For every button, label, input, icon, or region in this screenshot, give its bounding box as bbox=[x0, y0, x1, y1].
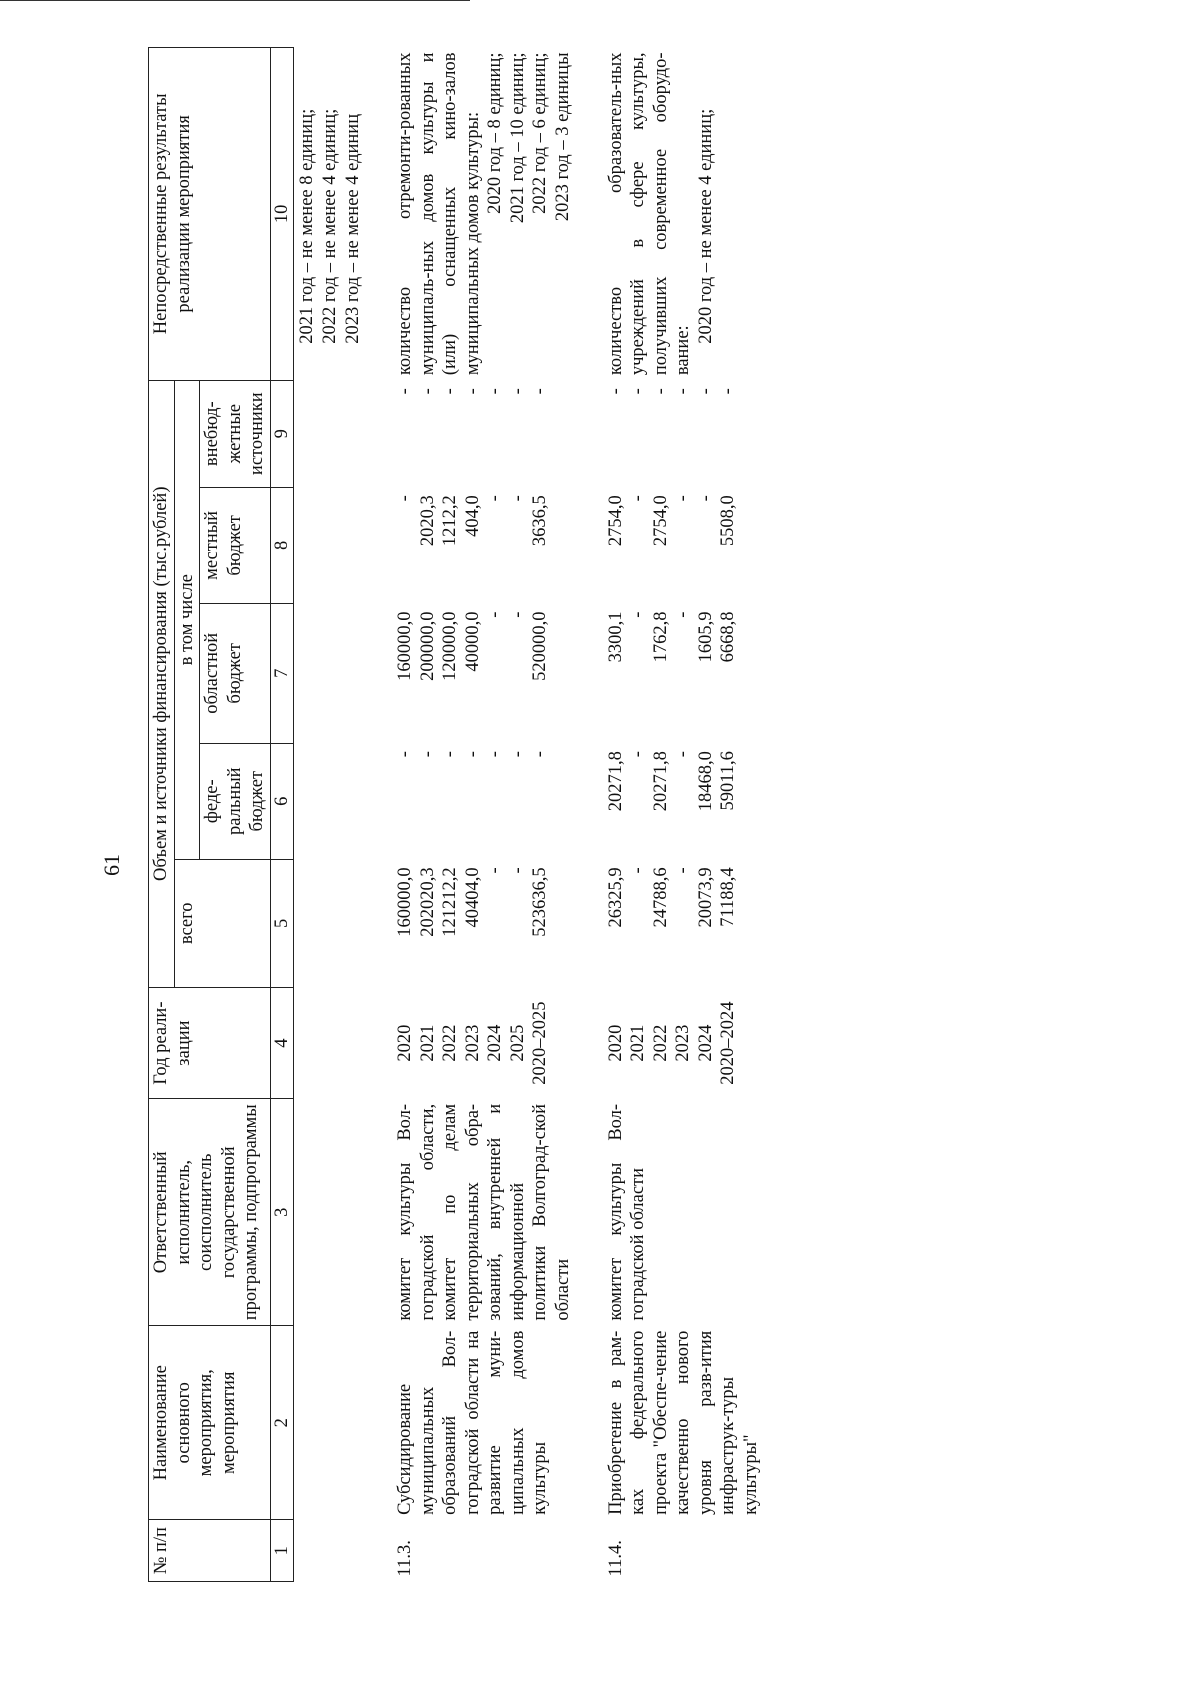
result-line: количество образователь-ных учреждений в сфере культуры, получивших современное оборудо-вание: bbox=[605, 52, 694, 376]
years-cell: 2020 2021 2022 2023 2024 2025 2020–2025 bbox=[395, 1001, 551, 1085]
header-col-regional: областной бюджет bbox=[200, 604, 271, 744]
result-line: 2022 год – 6 единиц; bbox=[530, 52, 551, 214]
header-col-name: Наименование основного мероприятия, мероприятия bbox=[149, 1326, 271, 1520]
column-number: 6 bbox=[270, 743, 294, 859]
header-col-number: № п/п bbox=[149, 1520, 271, 1582]
row-number: 11.3. bbox=[395, 1540, 416, 1577]
column-number: 10 bbox=[270, 48, 294, 381]
column-number: 4 bbox=[270, 987, 294, 1099]
header-funding-group: Объем и источники финансирования (тыс.рублей) bbox=[149, 380, 175, 987]
column-number: 9 bbox=[270, 380, 294, 487]
result-line: 2021 год – 10 единиц; bbox=[507, 52, 528, 224]
local-cell: - 2020,3 1212,2 404,0 - - 3636,5 bbox=[395, 495, 551, 547]
header-col-executor: Ответственный исполнитель, соисполнитель государственной программы, подпрограммы bbox=[149, 1099, 271, 1326]
header-col-total: всего bbox=[174, 859, 270, 987]
federal-cell: 20271,8 - 20271,8 - 18468,0 59011,6 bbox=[605, 751, 739, 812]
table-row-continuation bbox=[294, 48, 366, 1582]
column-number: 3 bbox=[270, 1099, 294, 1326]
years-cell: 2020 2021 2022 2023 2024 2020–2024 bbox=[605, 1001, 739, 1085]
scan-border-line bbox=[0, 0, 470, 1]
local-cell: 2754,0 - 2754,0 - - 5508,0 bbox=[605, 495, 739, 547]
results-continuation bbox=[294, 48, 366, 381]
result-line: 2022 год – не менее 4 единиц; bbox=[319, 108, 340, 344]
measure-name: Приобретение в рам-ках федерального проекта "Обеспе-чение качественно нового уровня разв-ития инфраструк-туры культуры" bbox=[605, 1330, 761, 1515]
rotated-table-container bbox=[148, 47, 1148, 1582]
result-line: 2023 год – 3 единицы bbox=[553, 52, 573, 222]
column-number: 2 bbox=[270, 1326, 294, 1520]
total-cell: 26325,9 - 24788,6 - 20073,9 71188,4 bbox=[605, 867, 739, 928]
offbudget-cell: - - - - - - bbox=[605, 388, 739, 395]
executor: комитет культуры Вол-гоградской области bbox=[605, 1103, 649, 1321]
result-line: 2021 год – не менее 8 единиц; bbox=[297, 108, 318, 344]
executor: комитет культуры Вол-гоградской области, комитет по делам территориальных обра-зований, внутренней и информационной политики Волгоград-ской области bbox=[395, 1103, 573, 1321]
regional-cell: 160000,0 200000,0 120000,0 40000,0 - - 520000,0 bbox=[395, 611, 551, 681]
header-col-offbudget: внебюд-жетные источники bbox=[200, 380, 271, 487]
financing-table bbox=[148, 47, 765, 1582]
result-line: 2020 год – не менее 4 единиц; bbox=[695, 108, 716, 344]
table-row bbox=[392, 48, 577, 1582]
total-cell: 160000,0 202020,3 121212,2 40404,0 - - 523636,5 bbox=[395, 867, 551, 937]
federal-cell: - - - - - - - bbox=[395, 751, 551, 758]
table-row bbox=[603, 48, 765, 1582]
column-number: 7 bbox=[270, 604, 294, 744]
header-col-year: Год реали-зации bbox=[149, 987, 271, 1099]
result-line: 2020 год – 8 единиц; bbox=[485, 52, 506, 214]
header-col-federal: феде-ральный бюджет bbox=[200, 743, 271, 859]
result-line: 2023 год – не менее 4 единиц bbox=[342, 113, 363, 344]
header-col-local: местный бюджет bbox=[200, 487, 271, 603]
results-cell bbox=[603, 48, 765, 381]
measure-name: Субсидирование муниципальных образований Вол-гоградской области на развитие муни-ципальных домов культуры bbox=[395, 1330, 551, 1515]
offbudget-cell: - - - - - - - bbox=[395, 388, 551, 395]
header-including: в том числе bbox=[174, 380, 200, 859]
result-line: количество отремонти-рованных муниципаль-ных домов культуры и (или) оснащенных кино-залов муниципальных домов культуры: bbox=[395, 52, 483, 376]
column-number: 1 bbox=[270, 1520, 294, 1582]
header-col-results: Непосредственные результаты реализации мероприятия bbox=[149, 48, 271, 381]
column-number: 5 bbox=[270, 859, 294, 987]
regional-cell: 3300,1 - 1762,8 - 1605,9 6668,8 bbox=[605, 611, 739, 663]
page-number: 61 bbox=[99, 854, 124, 876]
results-cell bbox=[392, 48, 577, 381]
column-number: 8 bbox=[270, 487, 294, 603]
row-number: 11.4. bbox=[605, 1540, 626, 1577]
